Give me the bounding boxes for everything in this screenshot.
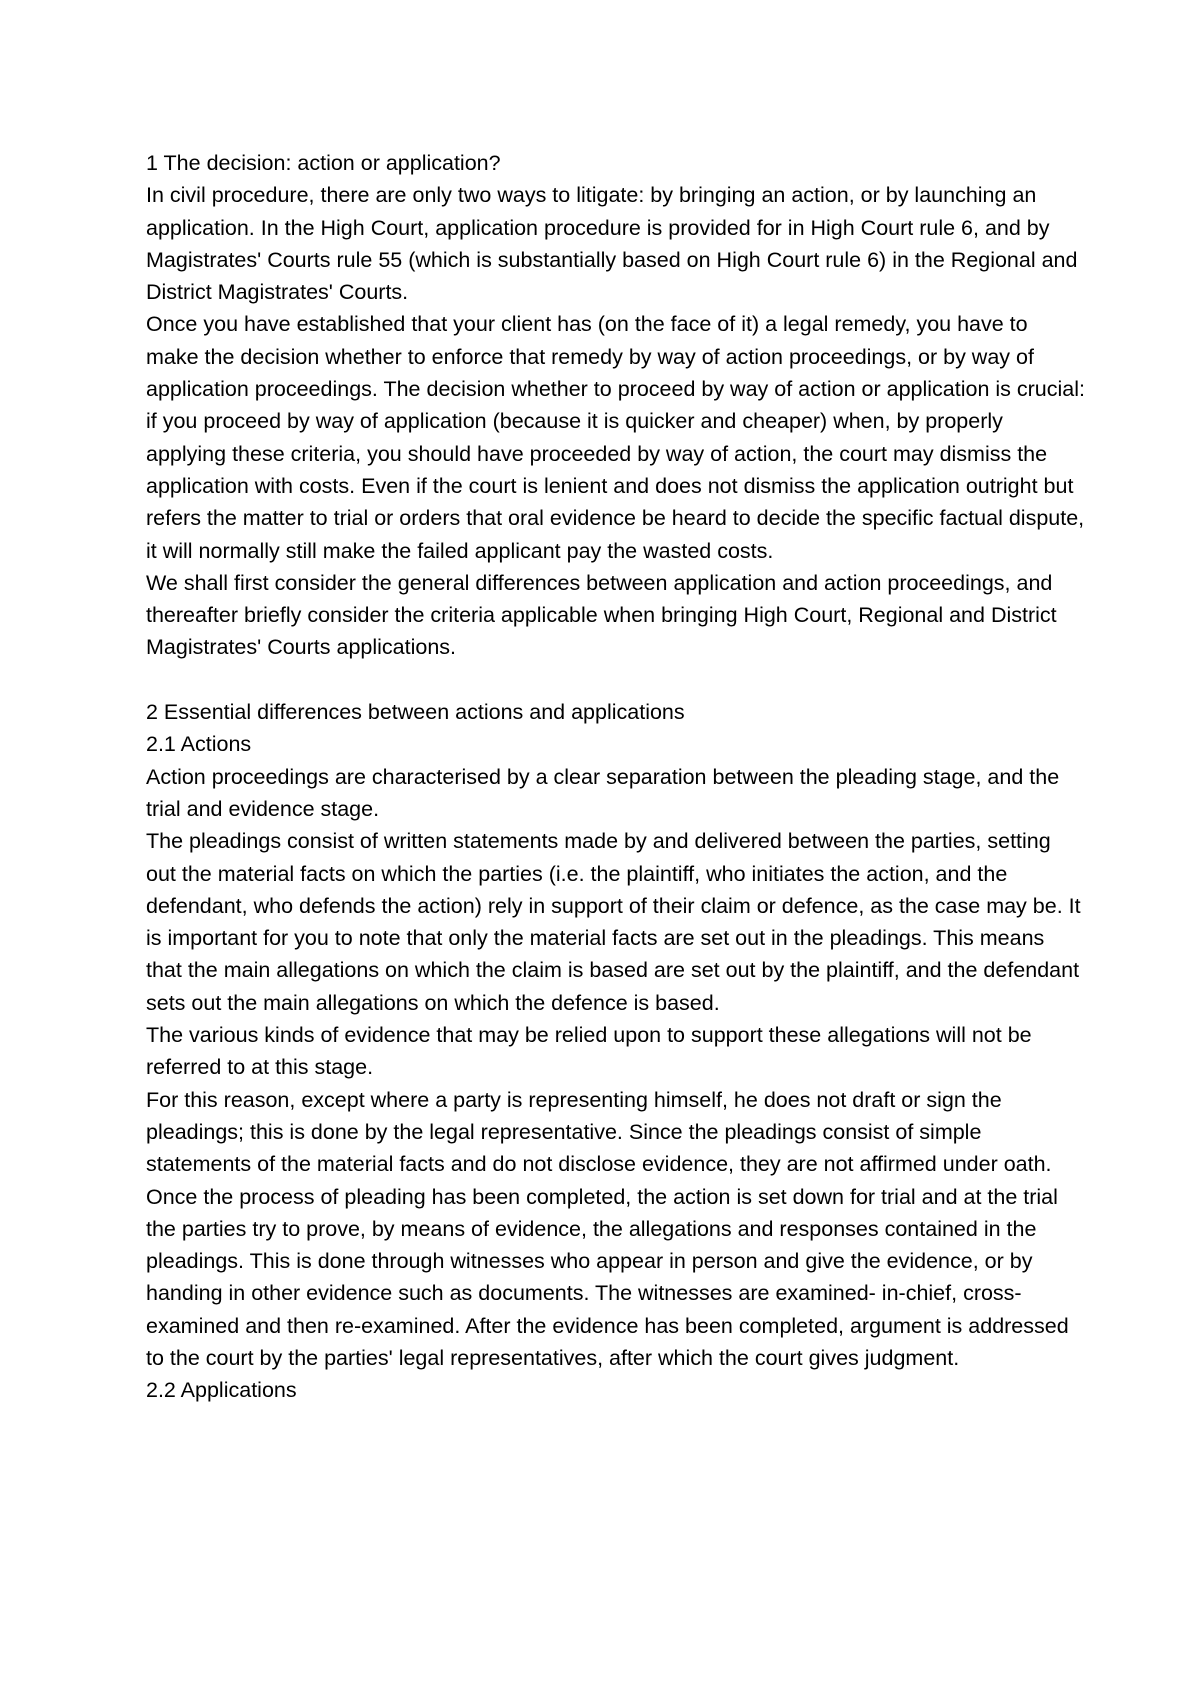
subsection-2-1-paragraph-3: The various kinds of evidence that may be relied upon to support these allegations will not be referred to at this stage. <box>146 1023 1032 1080</box>
subsection-2-1-paragraph-4: For this reason, except where a party is representing himself, he does not draft or sign the pleadings; this is done by the legal representative. Since the pleadings consist of simple statements of the material facts and do not disclose evidence, they are not affirmed under oath. <box>146 1087 1052 1177</box>
subsection-2-1-heading: 2.1 Actions <box>146 732 252 757</box>
section-1-heading: 1 The decision: action or application? <box>146 151 501 175</box>
section-divider <box>146 664 1086 696</box>
section-1-paragraph-3: We shall first consider the general differences between application and action proceedings, and thereafter briefly consider the criteria applicable when bringing High Court, Regional and District Magistrates' Courts applications. <box>146 570 1057 660</box>
subsection-2-2-heading: 2.2 Applications <box>146 1378 297 1403</box>
section-2-heading: 2 Essential differences between actions and applications <box>146 700 685 725</box>
section-1-paragraph-1: In civil procedure, there are only two ways to litigate: by bringing an action, or by launching an application. In the High Court, application procedure is provided for in High Court rule 6, and by Magistrates' Courts rule 55 (which is substantially based on High Court rule 6) in the Regional and District Magistrates' Courts. <box>146 183 1078 305</box>
subsection-2-1-paragraph-5: Once the process of pleading has been completed, the action is set down for trial and at the trial the parties try to prove, by means of evidence, the allegations and responses contained in the pleadings. This is done through witnesses who appear in person and give the evidence, or by handing in other evidence such as documents. The witnesses are examined- in-chief, cross-examined and then re-examined. After the evidence has been completed, argument is addressed to the court by the parties' legal representatives, after which the court gives judgment. <box>146 1184 1069 1370</box>
section-1-paragraph-2: Once you have established that your client has (on the face of it) a legal remedy, you have to make the decision whether to enforce that remedy by way of action proceedings, or by way of application proceedings. The decision whether to proceed by way of action or application is crucial: if you proceed by way of application (because it is quicker and cheaper) when, by properly applying these criteria, you should have proceeded by way of action, the court may dismiss the application with costs. Even if the court is lenient and does not dismiss the application outright but refers the matter to trial or orders that oral evidence be heard to decide the specific factual dispute, it will normally still make the failed applicant pay the wasted costs. <box>146 312 1085 563</box>
subsection-2-1-paragraph-1: Action proceedings are characterised by a clear separation between the pleading stage, and the trial and evidence stage. <box>146 764 1060 821</box>
subsection-2-1-paragraph-2: The pleadings consist of written statements made by and delivered between the parties, setting out the material facts on which the parties (i.e. the plaintiff, who initiates the action, and the defendant, who defends the action) rely in support of their claim or defence, as the case may be. It is important for you to note that only the material facts are set out in the pleadings. This means that the main allegations on which the claim is based are set out by the plaintiff, and the defendant sets out the main allegations on which the defence is based. <box>146 829 1081 1015</box>
document-body <box>146 147 1086 1407</box>
